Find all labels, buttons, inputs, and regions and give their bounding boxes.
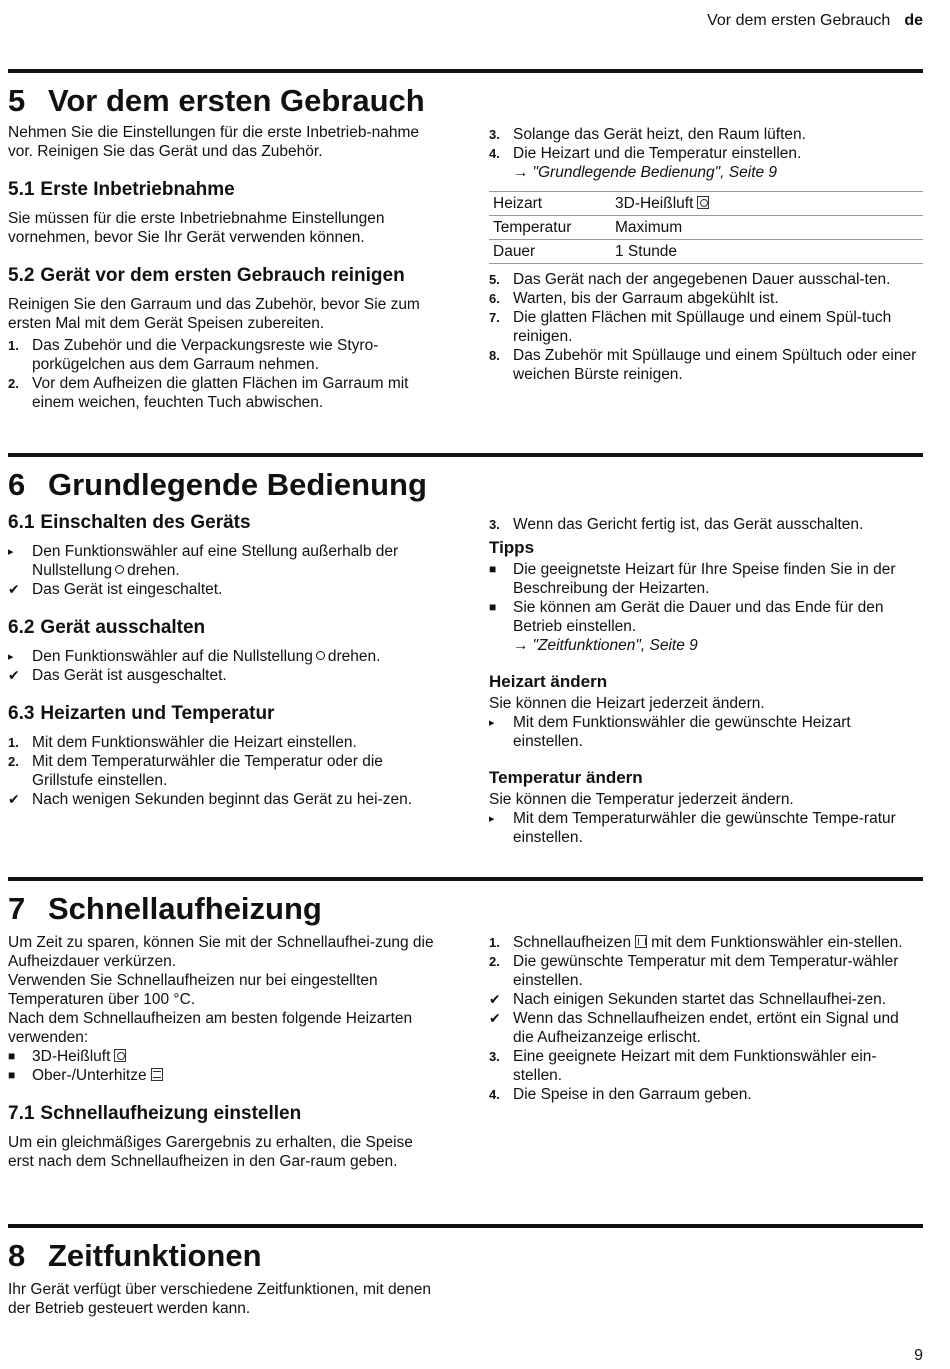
- step-number: 1.: [8, 338, 19, 353]
- right-column: [489, 933, 921, 1104]
- rapid-heat-icon: [635, 935, 647, 948]
- check-icon: ✔: [8, 791, 20, 807]
- action-arrow-icon: ▸: [489, 717, 495, 729]
- chapter-divider: [8, 69, 923, 73]
- left-column: [8, 123, 440, 412]
- result-item: [8, 790, 440, 809]
- right-column: [489, 515, 921, 847]
- cross-reference-link[interactable]: [489, 163, 921, 182]
- step-text: Wenn das Gericht fertig ist, das Gerät ausschalten.: [513, 516, 864, 533]
- step-text: Die Heizart und die Temperatur einstellen.: [513, 145, 802, 162]
- action-arrow-icon: ▸: [8, 546, 14, 558]
- step-text-end: mit dem Funktionswähler ein-stellen.: [651, 934, 903, 951]
- action-item: [8, 647, 440, 666]
- chapter-number: 7: [8, 891, 26, 926]
- section-heading-6-2: [8, 616, 440, 639]
- intro-paragraph: Um Zeit zu sparen, können Sie mit der Schnellaufhei-zung die Aufheizdauer verkürzen.: [8, 934, 434, 970]
- step-text: Die Speise in den Garraum geben.: [513, 1086, 752, 1103]
- check-icon: ✔: [8, 667, 20, 683]
- chapter-5: [8, 69, 923, 411]
- action-list: [489, 713, 921, 751]
- xref-text: "Grundlegende Bedienung", Seite 9: [532, 164, 778, 181]
- step-item: [489, 125, 921, 144]
- intro-paragraph: Nehmen Sie die Einstellungen für die erste Inbetrieb-nahme vor. Reinigen Sie das Gerät und das Zubehör.: [8, 124, 419, 160]
- step-number: 3.: [489, 1049, 500, 1064]
- section-title: Heizarten und Temperatur: [40, 703, 275, 724]
- step-number: 2.: [8, 376, 19, 391]
- step-number: 2.: [489, 954, 500, 969]
- section-title: Gerät vor dem ersten Gebrauch reinigen: [40, 265, 405, 286]
- result-text: Nach wenigen Sekunden beginnt das Gerät zu hei-zen.: [32, 791, 412, 808]
- check-icon: ✔: [489, 1010, 501, 1026]
- chapter-title: [8, 887, 923, 931]
- action-text-end: drehen.: [327, 648, 381, 665]
- chapter-divider: [8, 1224, 923, 1228]
- step-number: 1.: [489, 935, 500, 950]
- bullet-square-icon: ■: [8, 1049, 16, 1063]
- tip-text: Die geeignetste Heizart für Ihre Speise finden Sie in der Beschreibung der Heizarten.: [513, 561, 896, 597]
- intro-paragraph: Ihr Gerät verfügt über verschiedene Zeitfunktionen, mit denen der Betrieb gesteuert werden kann.: [8, 1281, 432, 1317]
- action-text: Mit dem Funktionswähler die gewünschte Heizart einstellen.: [513, 714, 851, 750]
- step-text: Solange das Gerät heizt, den Raum lüften.: [513, 126, 806, 143]
- tips-heading: Tipps: [489, 538, 535, 557]
- table-cell-key: Heizart: [489, 192, 611, 216]
- table-cell-value: [611, 192, 923, 216]
- list-item-text: 3D-Heißluft: [32, 1048, 111, 1065]
- tip-item: [489, 560, 921, 598]
- step-item: [489, 515, 921, 534]
- step-item: [489, 933, 921, 952]
- section-heading-6-3: [8, 702, 440, 725]
- tip-text: Sie können am Gerät die Dauer und das Ende für den Betrieb einstellen.: [513, 599, 884, 635]
- result-text: Wenn das Schnellaufheizen endet, ertönt ein Signal und die Aufheizanzeige erlischt.: [513, 1010, 899, 1046]
- chapter-7: [8, 877, 923, 1170]
- step-list: [489, 515, 921, 534]
- list-item-text: Ober-/Unterhitze: [32, 1067, 147, 1084]
- step-number: 5.: [489, 272, 500, 287]
- step-item: [489, 952, 921, 990]
- left-column: [8, 1280, 440, 1318]
- check-icon: ✔: [489, 991, 501, 1007]
- step-list: [489, 933, 921, 1104]
- subheading-temperatur: Temperatur ändern: [489, 768, 643, 787]
- chapter-number: 8: [8, 1238, 26, 1273]
- action-list: [8, 647, 440, 685]
- settings-table: [489, 191, 923, 264]
- section-heading-5-2: [8, 264, 440, 287]
- chapter-8: [8, 1224, 923, 1317]
- language-code: de: [904, 12, 923, 29]
- chapter-title-text: Zeitfunktionen: [48, 1238, 262, 1273]
- section-number: 6.3: [8, 703, 35, 724]
- step-item: [489, 144, 921, 163]
- step-list: [8, 336, 440, 412]
- step-number: 6.: [489, 291, 500, 306]
- step-list: [8, 733, 440, 809]
- chapter-divider: [8, 877, 923, 881]
- chapter-title-text: Schnellaufheizung: [48, 891, 322, 926]
- intro-paragraph: Verwenden Sie Schnellaufheizen nur bei eingestellten Temperaturen über 100 °C.: [8, 972, 378, 1008]
- step-item: [489, 289, 921, 308]
- action-text: Mit dem Temperaturwähler die gewünschte Tempe-ratur einstellen.: [513, 810, 896, 846]
- page-number: 9: [914, 1347, 923, 1364]
- step-item: [8, 733, 440, 752]
- step-text: Warten, bis der Garraum abgekühlt ist.: [513, 290, 779, 307]
- step-number: 1.: [8, 735, 19, 750]
- result-text: Das Gerät ist ausgeschaltet.: [32, 667, 227, 684]
- table-cell-key: Temperatur: [489, 216, 611, 240]
- step-item: [8, 374, 440, 412]
- table-cell-value: Maximum: [611, 216, 923, 240]
- step-item: [489, 308, 921, 346]
- step-list: [489, 125, 921, 163]
- chapter-divider: [8, 453, 923, 457]
- section-text: Reinigen Sie den Garraum und das Zubehör, bevor Sie zum ersten Mal mit dem Gerät Speisen zubereiten.: [8, 296, 420, 332]
- section-text: Um ein gleichmäßiges Garergebnis zu erhalten, die Speise erst nach dem Schnellaufheizen in den Gar-raum geben.: [8, 1134, 413, 1170]
- step-item: [489, 1047, 921, 1085]
- step-number: 4.: [489, 146, 500, 161]
- section-number: 6.1: [8, 512, 35, 533]
- left-column: [8, 933, 440, 1171]
- result-item: [489, 990, 921, 1009]
- hot-air-3d-icon: [114, 1049, 126, 1062]
- list-item: [8, 1047, 440, 1066]
- bullet-square-icon: ■: [8, 1068, 16, 1082]
- result-text: Das Gerät ist eingeschaltet.: [32, 581, 223, 598]
- step-number: 2.: [8, 754, 19, 769]
- xref-arrow-icon: →: [513, 637, 529, 654]
- step-number: 3.: [489, 127, 500, 142]
- result-item: [8, 666, 440, 685]
- action-item: [489, 713, 921, 751]
- section-number: 5.1: [8, 179, 35, 200]
- bullet-square-icon: ■: [489, 600, 497, 614]
- xref-arrow-icon: →: [513, 164, 529, 181]
- section-number: 7.1: [8, 1103, 35, 1124]
- null-position-icon: [115, 565, 124, 574]
- step-text: Die gewünschte Temperatur mit dem Temperatur-wähler einstellen.: [513, 953, 899, 989]
- table-row: [489, 192, 923, 216]
- subheading-text: Sie können die Heizart jederzeit ändern.: [489, 695, 765, 712]
- section-number: 5.2: [8, 265, 35, 286]
- section-heading-5-1: [8, 178, 440, 201]
- table-cell-text: 3D-Heißluft: [615, 194, 694, 212]
- section-title: Einschalten des Geräts: [40, 512, 251, 533]
- step-item: [8, 752, 440, 790]
- step-number: 7.: [489, 310, 500, 325]
- step-list: [489, 270, 921, 384]
- step-text: Die glatten Flächen mit Spüllauge und einem Spül-tuch reinigen.: [513, 309, 892, 345]
- action-text-end: drehen.: [127, 562, 180, 579]
- section-text: Sie müssen für die erste Inbetriebnahme Einstellungen vornehmen, bevor Sie Ihr Gerät verwenden können.: [8, 210, 385, 246]
- check-icon: ✔: [8, 581, 20, 597]
- intro-paragraph: Nach dem Schnellaufheizen am besten folgende Heizarten verwenden:: [8, 1010, 413, 1046]
- subheading-heizart: Heizart ändern: [489, 672, 608, 691]
- section-title: Gerät ausschalten: [40, 617, 206, 638]
- step-item: [489, 346, 921, 384]
- action-list: [489, 809, 921, 847]
- step-text: Mit dem Temperaturwähler die Temperatur oder die Grillstufe einstellen.: [32, 753, 383, 789]
- step-text: Das Zubehör und die Verpackungsreste wie Styro-porkügelchen aus dem Garraum nehmen.: [32, 337, 379, 373]
- bullet-square-icon: ■: [489, 562, 497, 576]
- xref-text: "Zeitfunktionen", Seite 9: [532, 637, 698, 654]
- step-number: 3.: [489, 517, 500, 532]
- action-text: Den Funktionswähler auf eine Stellung außerhalb der Nullstellung: [32, 543, 399, 579]
- table-row: [489, 240, 923, 264]
- action-item: [489, 809, 921, 847]
- step-number: 4.: [489, 1087, 500, 1102]
- tip-item: [489, 598, 921, 636]
- step-text: Vor dem Aufheizen die glatten Flächen im Garraum mit einem weichen, feuchten Tuch abwischen.: [32, 375, 409, 411]
- chapter-number: 5: [8, 83, 26, 118]
- step-text: Mit dem Funktionswähler die Heizart einstellen.: [32, 734, 357, 751]
- step-item: [489, 270, 921, 289]
- chapter-6: [8, 453, 923, 846]
- section-heading-6-1: [8, 511, 440, 534]
- step-text: Eine geeignete Heizart mit dem Funktionswähler ein-stellen.: [513, 1048, 877, 1084]
- step-text: Das Gerät nach der angegebenen Dauer ausschal-ten.: [513, 271, 891, 288]
- section-title: Schnellaufheizung einstellen: [40, 1103, 302, 1124]
- tips-list: [489, 560, 921, 636]
- action-list: [8, 542, 440, 599]
- step-text: Schnellaufheizen: [513, 934, 632, 951]
- chapter-title-text: Vor dem ersten Gebrauch: [48, 83, 425, 118]
- null-position-icon: [316, 651, 325, 660]
- list-item: [8, 1066, 440, 1085]
- chapter-title: [8, 79, 923, 123]
- chapter-title-text: Grundlegende Bedienung: [48, 467, 427, 502]
- chapter-title: [8, 1234, 923, 1278]
- running-header: [707, 12, 923, 30]
- section-title: Erste Inbetriebnahme: [40, 179, 235, 200]
- subheading-text: Sie können die Temperatur jederzeit ändern.: [489, 791, 794, 808]
- table-row: [489, 216, 923, 240]
- action-item: [8, 542, 440, 580]
- action-arrow-icon: ▸: [489, 813, 495, 825]
- table-cell-value: 1 Stunde: [611, 240, 923, 264]
- hot-air-3d-icon: [697, 196, 709, 209]
- result-item: [489, 1009, 921, 1047]
- running-header-title: Vor dem ersten Gebrauch: [707, 12, 891, 29]
- result-item: [8, 580, 440, 599]
- section-heading-7-1: [8, 1102, 440, 1125]
- action-text: Den Funktionswähler auf die Nullstellung: [32, 648, 313, 665]
- section-number: 6.2: [8, 617, 35, 638]
- top-bottom-heat-icon: [151, 1068, 163, 1081]
- action-arrow-icon: ▸: [8, 651, 14, 663]
- step-item: [8, 336, 440, 374]
- right-column: [489, 125, 921, 384]
- cross-reference-link[interactable]: [489, 636, 921, 655]
- step-item: [489, 1085, 921, 1104]
- heating-mode-list: [8, 1047, 440, 1085]
- step-text: Das Zubehör mit Spüllauge und einem Spültuch oder einer weichen Bürste reinigen.: [513, 347, 917, 383]
- left-column: [8, 497, 440, 809]
- table-cell-key: Dauer: [489, 240, 611, 264]
- result-text: Nach einigen Sekunden startet das Schnellaufhei-zen.: [513, 991, 887, 1008]
- step-number: 8.: [489, 348, 500, 363]
- chapter-number: 6: [8, 467, 26, 502]
